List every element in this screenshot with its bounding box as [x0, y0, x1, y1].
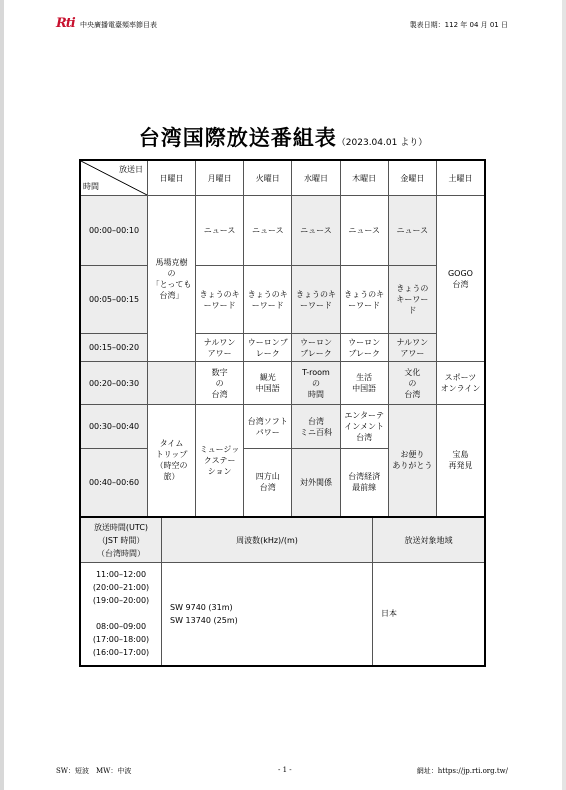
program-cell: ウーロン ブレーク [340, 334, 388, 362]
page-header [56, 18, 508, 32]
time-slot: 00:00–00:10 [80, 196, 148, 266]
program-cell: ニュース [292, 196, 340, 266]
day-header-fri: 金曜日 [388, 160, 436, 196]
page-edge-left [0, 0, 4, 790]
frequency-header: 周波数(kHz)/(m) [162, 517, 373, 563]
program-cell: スポーツ オンライン [436, 362, 485, 405]
time-slot: 00:05–00:15 [80, 266, 148, 334]
issue-date: 製表日期：112 年 04 月 01 日 [409, 21, 508, 29]
program-cell: 対外関係 [292, 449, 340, 517]
page-number: - 1 - [278, 766, 292, 774]
day-header-wed: 水曜日 [292, 160, 340, 196]
schedule-row [80, 266, 485, 334]
title-block [0, 122, 566, 152]
program-cell: ニュース [244, 196, 292, 266]
schedule-header-row [80, 160, 485, 196]
footer-legend: SW：短波 MW：中波 [56, 767, 132, 775]
schedule-row [80, 405, 485, 449]
program-cell: 数字 の 台湾 [196, 362, 244, 405]
program-cell: 観光 中国語 [244, 362, 292, 405]
program-cell [148, 362, 196, 405]
program-cell: ウーロンブ レーク [244, 334, 292, 362]
corner-day-label: 放送日 [119, 165, 143, 174]
target-region-header: 放送対象地域 [373, 517, 486, 563]
rti-logo: Rti [56, 16, 75, 31]
broadcast-time-header: 放送時間(UTC) （JST 時間） （台湾時間） [80, 517, 162, 563]
program-cell: きょうのキ ーワード [244, 266, 292, 334]
program-cell: ニュース [388, 196, 436, 266]
broadcast-times: 11:00–12:00 (20:00–21:00) (19:00–20:00) 08:00–09:00 (17:00–18:00) (16:00–17:00) [80, 563, 162, 666]
schedule-row [80, 334, 485, 362]
program-cell: ナルワン アワー [196, 334, 244, 362]
program-cell: お便り ありがとう [388, 405, 436, 517]
time-slot: 00:15–00:20 [80, 334, 148, 362]
time-slot: 00:40–00:60 [80, 449, 148, 517]
program-cell: ニュース [340, 196, 388, 266]
day-header-mon: 月曜日 [196, 160, 244, 196]
program-cell: ナルワン アワー [388, 334, 436, 362]
time-slot: 00:30–00:40 [80, 405, 148, 449]
frequency-values: SW 9740 (31m) SW 13740 (25m) [162, 563, 373, 666]
program-schedule-table [79, 159, 486, 518]
page-title: 台湾国際放送番組表 [138, 126, 337, 150]
page-subtitle: （2023.04.01 より） [336, 138, 428, 148]
program-cell: ミュージッ クステー ション [196, 405, 244, 517]
day-header-tue: 火曜日 [244, 160, 292, 196]
program-cell: きょうのキ ーワード [340, 266, 388, 334]
program-cell: T-room の 時間 [292, 362, 340, 405]
schedule-row [80, 362, 485, 405]
program-cell: 台湾経済 最前線 [340, 449, 388, 517]
program-cell: 馬場克樹 の 「とっても 台湾」 [148, 196, 196, 362]
program-cell: きょうの キーワー ド [388, 266, 436, 334]
day-header-sat: 土曜日 [436, 160, 485, 196]
program-cell: ウーロン ブレーク [292, 334, 340, 362]
program-cell: GOGO 台湾 [436, 196, 485, 362]
corner-cell [80, 160, 148, 196]
program-cell: 宝島 再発見 [436, 405, 485, 517]
org-name: 中央廣播電臺頻率節目表 [80, 21, 157, 29]
program-cell: ニュース [196, 196, 244, 266]
frequency-row [80, 563, 485, 666]
program-cell: エンターテ インメント 台湾 [340, 405, 388, 449]
program-cell: 台湾ソフト パワー [244, 405, 292, 449]
schedule-row [80, 196, 485, 266]
program-cell: きょうのキ ーワード [292, 266, 340, 334]
frequency-header-row [80, 517, 485, 563]
program-cell: 文化 の 台湾 [388, 362, 436, 405]
time-slot: 00:20–00:30 [80, 362, 148, 405]
page-edge-right [562, 0, 566, 790]
frequency-table [79, 516, 486, 667]
program-cell: きょうのキ ーワード [196, 266, 244, 334]
website-url: 網址：https://jp.rti.org.tw/ [416, 767, 508, 775]
program-cell: タイム トリップ （時空の 旅） [148, 405, 196, 517]
program-cell: 四方山 台湾 [244, 449, 292, 517]
corner-time-label: 時間 [83, 182, 99, 191]
target-region: 日本 [373, 563, 486, 666]
day-header-thu: 木曜日 [340, 160, 388, 196]
program-cell: 生活 中国語 [340, 362, 388, 405]
day-header-sun: 日曜日 [148, 160, 196, 196]
program-cell: 台湾 ミニ百科 [292, 405, 340, 449]
